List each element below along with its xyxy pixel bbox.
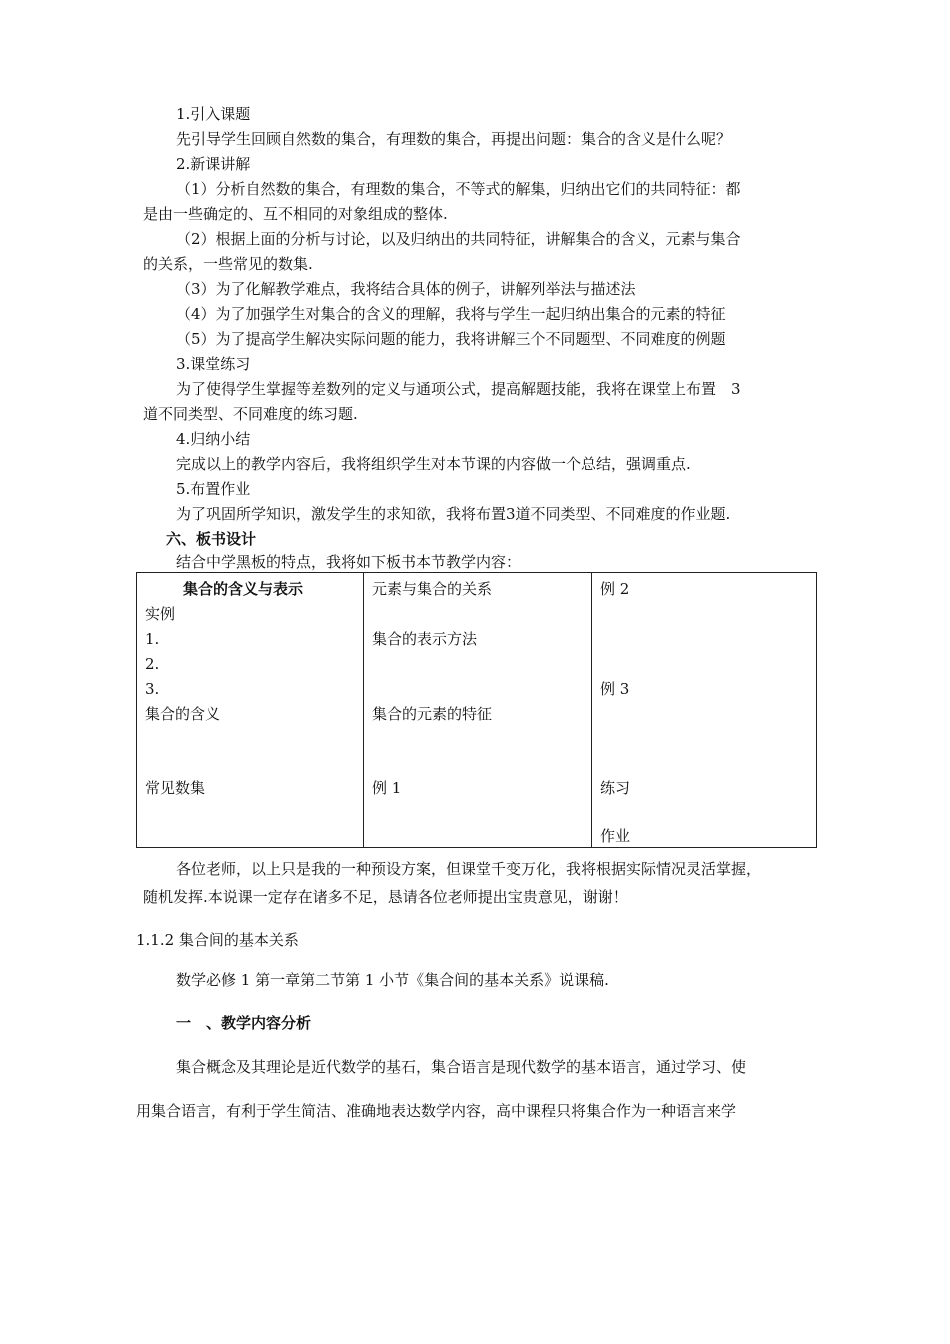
- board-item: 集合的表示方法: [372, 630, 478, 648]
- board-item: 例 2: [600, 580, 630, 598]
- section-heading-board-design: 六、板书设计: [166, 530, 257, 548]
- text-line: 为了巩固所学知识，激发学生的求知欲，我将布置3道不同类型、不同难度的作业题.: [176, 505, 731, 523]
- board-item: 1.: [145, 630, 160, 648]
- board-column-1: [137, 573, 364, 848]
- board-item: 集合的元素的特征: [372, 705, 493, 723]
- text-line: 先引导学生回顾自然数的集合，有理数的集合，再提出问题：集合的含义是什么呢？: [176, 130, 732, 148]
- text-line: 集合概念及其理论是近代数学的基石，集合语言是现代数学的基本语言，通过学习、使: [176, 1058, 747, 1076]
- text-line: （1）分析自然数的集合，有理数的集合，不等式的解集，归纳出它们的共同特征：都: [176, 180, 741, 198]
- text-line: 为了使得学生掌握等差数列的定义与通项公式，提高解题技能，我将在课堂上布置 3: [176, 380, 741, 398]
- text-line: 数学必修 1 第一章第二节第 1 小节《集合间的基本关系》说课稿.: [176, 971, 609, 989]
- board-title: 集合的含义与表示: [183, 580, 304, 598]
- text-line: 各位老师，以上只是我的一种预设方案，但课堂千变万化，我将根据实际情况灵活掌握，: [176, 860, 762, 878]
- text-line: 用集合语言，有利于学生简洁、准确地表达数学内容，高中课程只将集合作为一种语言来学: [136, 1102, 737, 1120]
- board-item: 作业: [600, 827, 631, 845]
- text-line: 的关系，一些常见的数集.: [143, 255, 313, 273]
- heading-new-lesson: 2.新课讲解: [176, 155, 251, 173]
- text-line: 完成以上的教学内容后，我将组织学生对本节课的内容做一个总结，强调重点.: [176, 455, 691, 473]
- section-title: 1.1.2 集合间的基本关系: [136, 931, 299, 949]
- board-item: 例 3: [600, 680, 630, 698]
- board-item: 例 1: [372, 779, 402, 797]
- section-heading-content-analysis: 一 、教学内容分析: [176, 1014, 312, 1032]
- heading-summary: 4.归纳小结: [176, 430, 251, 448]
- text-line: （3）为了化解教学难点，我将结合具体的例子，讲解列举法与描述法: [176, 280, 636, 298]
- heading-intro: 1.引入课题: [176, 105, 251, 123]
- board-column-3: [592, 573, 817, 848]
- board-item: 实例: [145, 605, 176, 623]
- text-line: 是由一些确定的、互不相同的对象组成的整体.: [143, 205, 448, 223]
- board-item: 元素与集合的关系: [372, 580, 493, 598]
- board-item: 练习: [600, 779, 631, 797]
- heading-homework: 5.布置作业: [176, 480, 251, 498]
- text-line: （4）为了加强学生对集合的含义的理解，我将与学生一起归纳出集合的元素的特征: [176, 305, 726, 323]
- board-design-table: [136, 572, 817, 848]
- board-item: 3.: [145, 680, 160, 698]
- board-column-2: [364, 573, 592, 848]
- text-line: （5）为了提高学生解决实际问题的能力，我将讲解三个不同题型、不同难度的例题: [176, 330, 726, 348]
- text-line: 道不同类型、不同难度的练习题.: [143, 405, 358, 423]
- text-line: 随机发挥.本说课一定存在诸多不足，恳请各位老师提出宝贵意见，谢谢！: [143, 888, 628, 906]
- heading-practice: 3.课堂练习: [176, 355, 251, 373]
- text-line: 结合中学黑板的特点，我将如下板书本节教学内容：: [176, 553, 522, 571]
- board-item: 集合的含义: [145, 705, 221, 723]
- board-item: 2.: [145, 655, 160, 673]
- board-item: 常见数集: [145, 779, 206, 797]
- text-line: （2）根据上面的分析与讨论，以及归纳出的共同特征，讲解集合的含义，元素与集合: [176, 230, 741, 248]
